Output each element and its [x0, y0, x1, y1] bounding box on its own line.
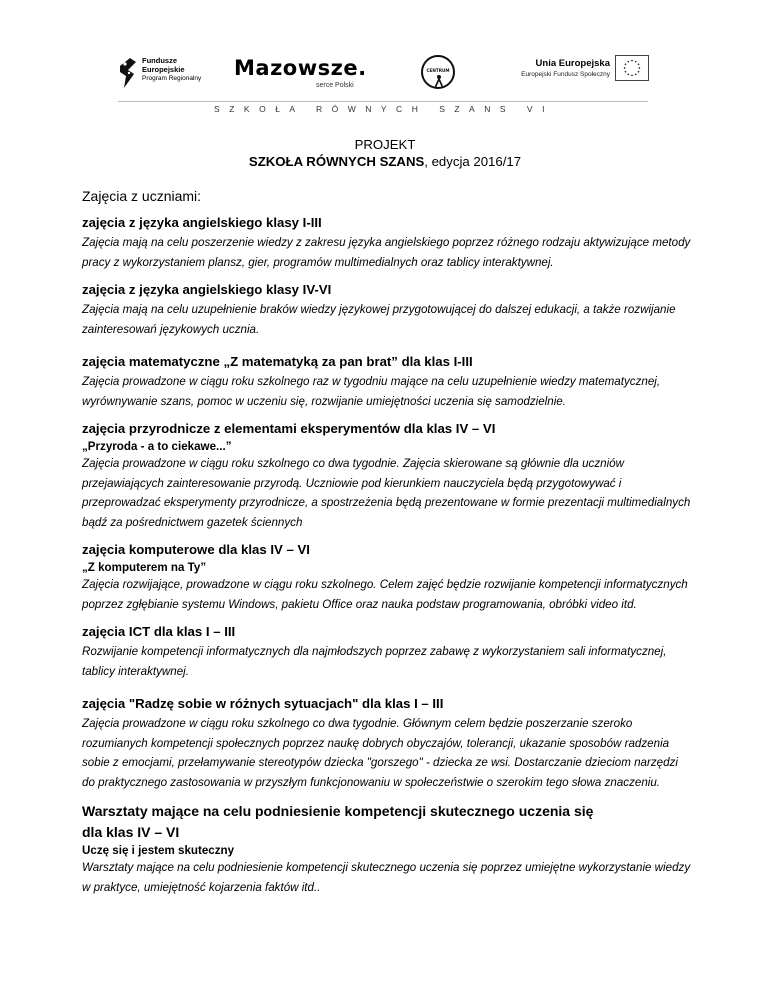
section-subheading: „Przyroda - a to ciekawe...” — [82, 440, 232, 453]
header-divider — [118, 101, 648, 102]
centrum-lokalne-logo — [418, 52, 464, 98]
section-description: Warsztaty mające na celu podniesienie kompetencji skutecznego uczenia się poprzez umiejętne wykorzystanie wiedzy w praktyce, umiejętność kojarzenia faktów itd.. — [82, 861, 691, 894]
fe-line2: Europejskie — [142, 65, 185, 74]
intro-text: Zajęcia z uczniami: — [82, 188, 202, 204]
svg-text:CENTRUM: CENTRUM — [426, 68, 450, 73]
fundusze-europejskie-logo — [118, 52, 228, 98]
section-subheading: „Z komputerem na Ty” — [82, 561, 207, 574]
section-description: Zajęcia prowadzone w ciągu roku szkolnego co dwa tygodnie. Zajęcia skierowane są głównie dla uczniów przejawiających zainteresowanie przyrodą. Uczniowie pod kierunkiem nauczyciela będą przygotowywać i przeprowadzać eksperymenty przyrodnicze, a spostrzeżenia będą prezentowane w formie prezentacji multimedialnych bądź za pośrednictwem gazetek ściennych — [82, 457, 691, 529]
section-heading-line1: Warsztaty mające na celu podniesienie kompetencji skutecznego uczenia się — [82, 803, 594, 819]
mazowsze-logo — [234, 52, 384, 98]
section-heading: zajęcia matematyczne „Z matematyką za pan brat” dla klas I-III — [82, 354, 473, 369]
document-body — [82, 136, 692, 906]
ue-subtitle: Europejski Fundusz Społeczny — [521, 71, 610, 78]
title-project: PROJEKT — [354, 137, 416, 152]
section-heading: zajęcia przyrodnicze z elementami eksperymentów dla klas IV – VI — [82, 421, 496, 436]
mazowsze-subtitle: serce Polski — [316, 82, 354, 89]
section-math — [82, 353, 692, 411]
fundusze-europejskie-mark-icon — [118, 56, 138, 90]
logo-bar — [118, 52, 648, 100]
unia-europejska-logo — [512, 52, 652, 98]
fe-line3: Program Regionalny — [142, 75, 202, 82]
section-description: Zajęcia rozwijające, prowadzone w ciągu roku szkolnego. Celem zajęć będzie rozwijanie kompetencji informatycznych poprzez zgłębianie systemu Windows, pakietu Office oraz nauka podstaw programowania, obróbki video itd. — [82, 578, 688, 611]
title-edition: , edycja 2016/17 — [424, 154, 522, 169]
section-heading: zajęcia "Radzę sobie w różnych sytuacjach" dla klas I – III — [82, 696, 444, 711]
section-ict — [82, 623, 692, 681]
title-bold: SZKOŁA RÓWNYCH SZANS — [248, 154, 425, 169]
section-description: Zajęcia mają na celu poszerzenie wiedzy z zakresu języka angielskiego poprzez różnego rodzaju aktywizujące metody pracy z wykorzystaniem plansz, gier, programów multimedialnych oraz tablicy interaktywnej. — [82, 236, 691, 269]
section-heading: zajęcia komputerowe dla klas IV – VI — [82, 542, 310, 557]
section-description: Rozwijanie kompetencji informatycznych dla najmłodszych poprzez zabawę z wykorzystaniem sali informatycznej, tablicy interaktywnej. — [82, 645, 667, 678]
centrum-lokalne-icon — [418, 52, 464, 98]
ue-title: Unia Europejska — [535, 58, 610, 69]
section-description: Zajęcia mają na celu uzupełnienie braków wiedzy językowej przygotowującej do dalszej edukacji, a także rozwijanie zainteresowań językowych ucznia. — [82, 303, 676, 336]
section-heading-line2: dla klas IV – VI — [82, 824, 180, 840]
section-english-4-6 — [82, 281, 692, 339]
section-heading: zajęcia ICT dla klas I – III — [82, 624, 236, 639]
mazowsze-wordmark: Mazowsze. — [234, 56, 367, 80]
section-description: Zajęcia prowadzone w ciągu roku szkolnego co dwa tygodnie. Głównym celem będzie poszerzanie szeroko rozumianych kompetencji społecznych poprzez naukę dobrych obyczajów, tolerancji, ukazanie sposobów radzenia sobie z emocjami, przełamywanie stereotypów dziecka "gorszego" - dziecka ze wsi. Dostarczanie dzieciom narzędzi do praktycznego zastosowania w przyszłym funkcjonowaniu w społeczeństwie o szerokim tego słowa znaczeniu. — [82, 717, 678, 789]
document-title — [78, 136, 692, 170]
fe-line1: Fundusze — [142, 56, 177, 65]
eu-flag-icon — [615, 55, 649, 81]
section-english-1-3 — [82, 214, 692, 272]
section-social — [82, 695, 692, 792]
section-computer — [82, 541, 692, 614]
section-workshops — [82, 801, 692, 897]
section-description: Zajęcia prowadzone w ciągu roku szkolnego raz w tygodniu mające na celu uzupełnienie wiedzy matematycznej, wyrównywanie szans, pomoc w uczeniu się, rozwijanie umiejętności uczenia się samodzielnie. — [82, 375, 661, 408]
section-heading: zajęcia z języka angielskiego klasy I-III — [82, 215, 322, 230]
section-nature — [82, 420, 692, 532]
program-name: SZKOŁA RÓWNYCH SZANS VI — [214, 104, 554, 114]
section-subheading: Uczę się i jestem skuteczny — [82, 844, 235, 857]
section-heading: zajęcia z języka angielskiego klasy IV-VI — [82, 282, 332, 297]
title-name — [78, 153, 692, 170]
